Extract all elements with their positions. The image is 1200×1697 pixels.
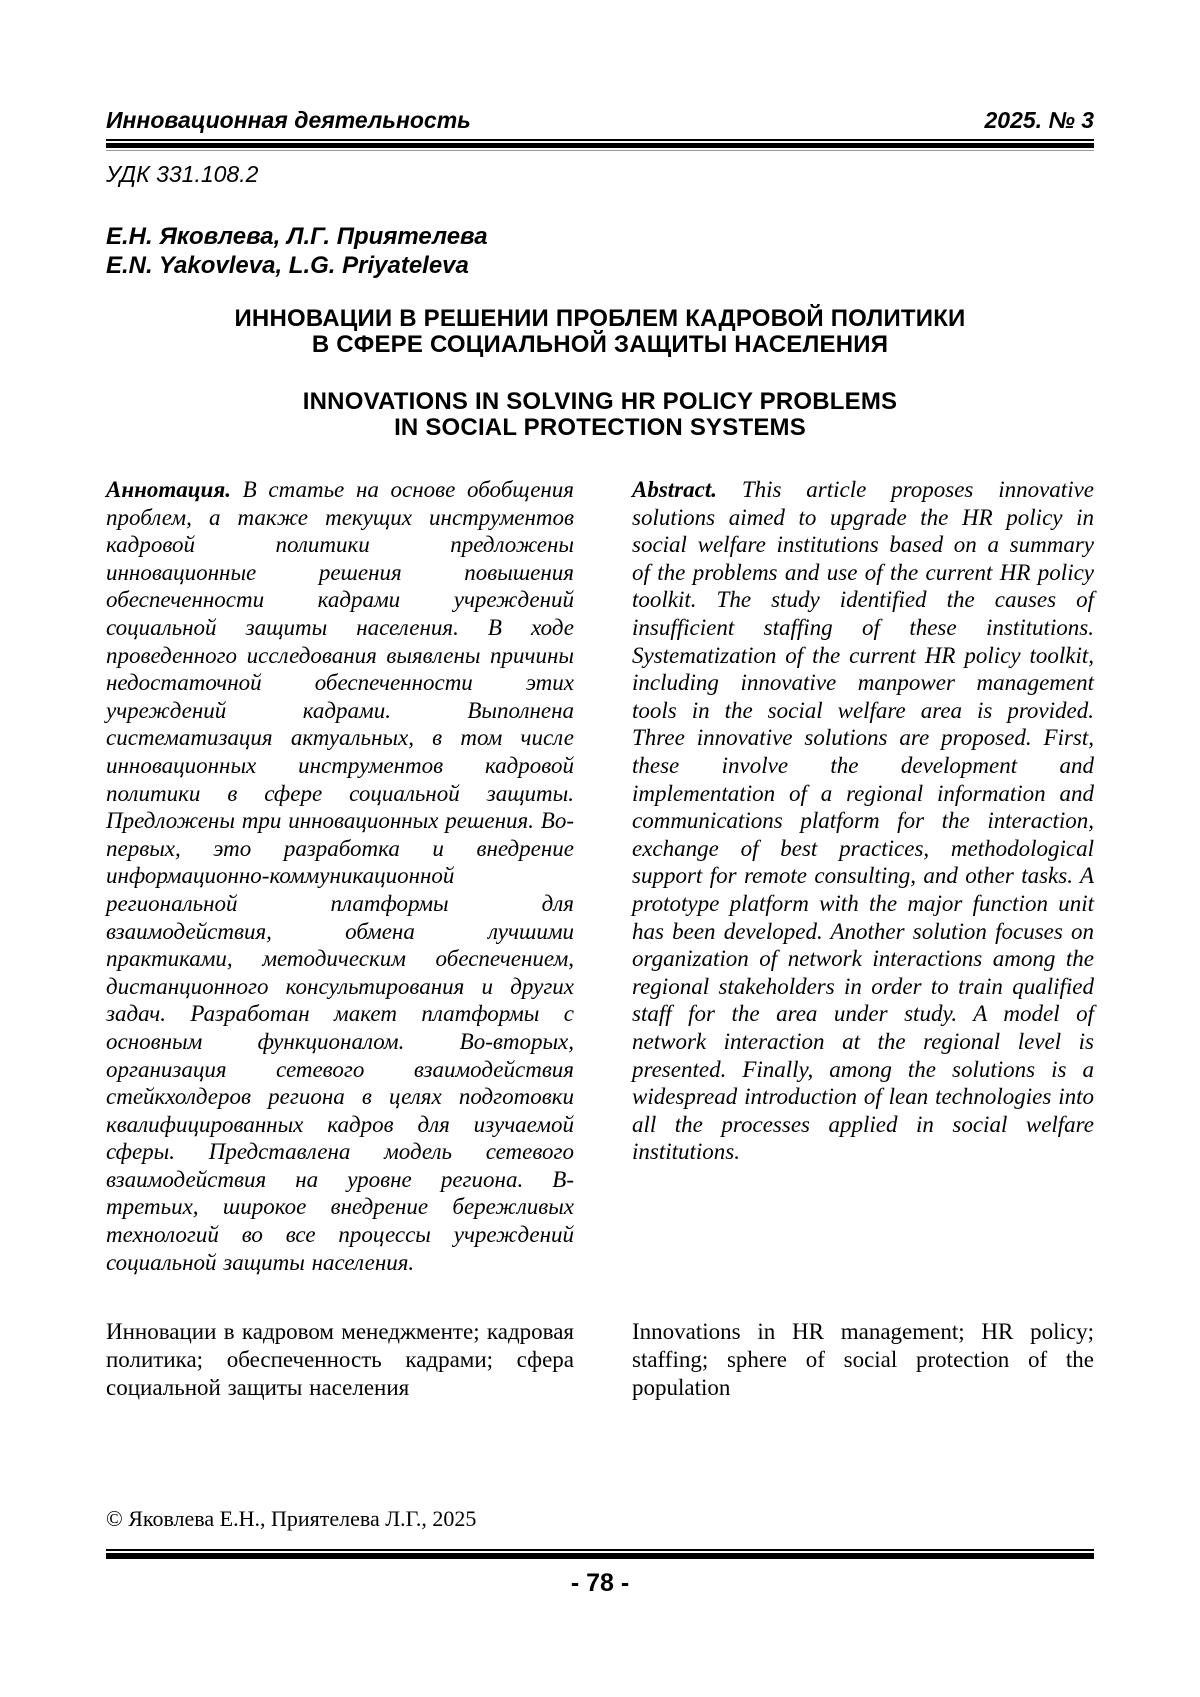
article-title-ru	[106, 306, 1094, 358]
header-rule-shadow-line	[106, 150, 1094, 151]
abstract-en	[632, 476, 1094, 1276]
footer-rule-thick-line	[106, 1553, 1094, 1559]
footer-rule	[106, 1549, 1094, 1559]
article-title-en-line1: INNOVATIONS IN SOLVING HR POLICY PROBLEMS	[302, 388, 898, 416]
keywords-en: Innovations in HR management; HR policy; staffing; sphere of social protection of the population	[632, 1319, 1094, 1400]
abstract-en-text: This article proposes innovative solutions aimed to upgrade the HR policy in social welfare institutions based on a summary of the problems and use of the current HR policy toolkit. The study identified the causes of insufficient staffing of these institutions. Systematization of the current HR policy toolkit, including innovative manpower management tools in the social welfare area is provided. Three innovative solutions are proposed. First, these involve the development and implementation of a regional information and communications platform for the interaction, exchange of best practices, methodological support for remote consulting, and other tasks. A prototype platform with the major function unit has been developed. Another solution focuses on organization of network interactions among the regional stakeholders in order to train qualified staff for the area under study. A model of network interaction at the regional level is presented. Finally, among the solutions is a widespread introduction of lean technologies into all the processes applied in social welfare institutions.	[632, 477, 1094, 1165]
article-title-ru-line1: ИННОВАЦИИ В РЕШЕНИИ ПРОБЛЕМ КАДРОВОЙ ПОЛИТИКИ	[234, 305, 966, 333]
abstract-ru	[106, 476, 574, 1276]
keywords-ru: Инновации в кадровом менеджменте; кадровая политика; обеспеченность кадрами; сфера социальной защиты населения	[106, 1319, 574, 1400]
abstract-columns	[106, 476, 1094, 1276]
copyright-note: © Яковлева Е.Н., Приятелева Л.Г., 2025	[106, 1506, 477, 1531]
abstract-ru-label: Аннотация.	[106, 477, 231, 503]
journal-title: Инновационная деятельность	[106, 107, 471, 133]
abstract-en-label: Abstract.	[632, 477, 717, 503]
authors-en: E.N. Yakovleva, L.G. Priyateleva	[106, 252, 469, 280]
issue-number: 2025. № 3	[984, 107, 1094, 133]
running-header	[106, 0, 1094, 133]
authors-block	[106, 222, 1094, 280]
header-rule-thick-line	[106, 143, 1094, 148]
header-rule	[106, 139, 1094, 151]
article-title-en-line2: IN SOCIAL PROTECTION SYSTEMS	[394, 414, 806, 442]
udc-code: УДК 331.108.2	[106, 161, 259, 188]
abstract-ru-text: В статье на основе обобщения проблем, а также текущих инструментов кадровой политики предложены инновационные решения повышения обеспеченности кадрами учреждений социальной защиты населения. В ходе проведенного исследования выявлены причины недостаточной обеспеченности этих учреждений кадрами. Выполнена систематизация актуальных, в том числе инновационных инструментов кадровой политики в сфере социальной защиты. Предложены три инновационных решения. Во-первых, это разработка и внедрение информационно-коммуникационной региональной платформы для взаимодействия, обмена лучшими практиками, методическим обеспечением, дистанционного консультирования и других задач. Разработан макет платформы с основным функционалом. Во-вторых, организация сетевого взаимодействия стейкхолдеров региона в целях подготовки квалифицированных кадров для изучаемой сферы. Представлена модель сетевого взаимодействия на уровне региона. В-третьих, широкое внедрение бережливых технологий во все процессы учреждений социальной защиты населения.	[106, 477, 575, 1275]
article-title-ru-line2: В СФЕРЕ СОЦИАЛЬНОЙ ЗАЩИТЫ НАСЕЛЕНИЯ	[311, 331, 889, 359]
article-title-en	[106, 389, 1094, 441]
page-number: - 78 -	[570, 1569, 630, 1597]
keywords-columns	[106, 1318, 1094, 1401]
authors-ru: Е.Н. Яковлева, Л.Г. Приятелева	[106, 223, 488, 251]
